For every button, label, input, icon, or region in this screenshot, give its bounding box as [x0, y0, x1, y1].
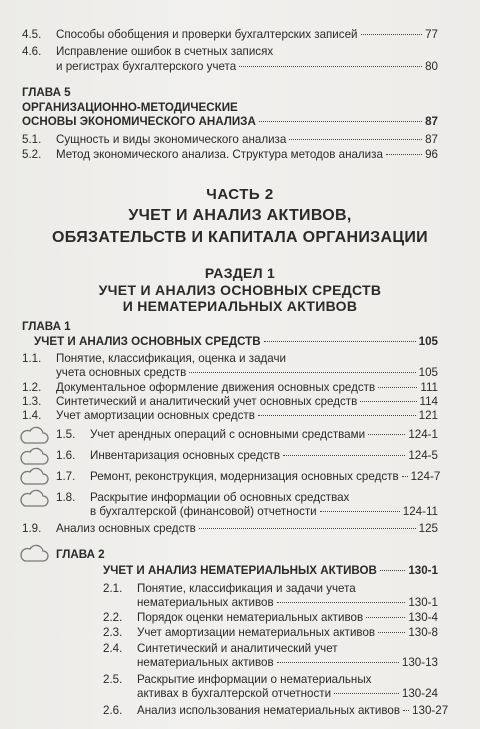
entry-page: 80	[425, 60, 438, 73]
toc-entry[interactable]	[22, 133, 438, 147]
leader-dots	[366, 617, 405, 618]
cloud-icon	[19, 467, 49, 487]
entry-page: 105	[418, 366, 438, 379]
entry-title: Учет амортизации нематериальных активов	[137, 626, 376, 639]
part-title: ОБЯЗАТЕЛЬСТВ И КАПИТАЛА ОРГАНИЗАЦИИ	[52, 229, 428, 246]
entry-title: Учет амортизации основных средств	[56, 409, 255, 422]
leader-dots	[283, 455, 405, 456]
toc-entry[interactable]	[103, 582, 438, 596]
entry-number: 2.6.	[103, 704, 123, 717]
entry-title: Документальное оформление движения основных средств	[56, 381, 376, 394]
entry-title: нематериальных активов	[137, 656, 274, 669]
entry-title: Анализ использования нематериальных активов	[137, 704, 401, 717]
entry-number: 1.6.	[56, 449, 76, 462]
toc-entry[interactable]	[103, 704, 449, 718]
entry-number: 1.1.	[22, 352, 42, 365]
leader-dots	[239, 66, 422, 67]
entry-number: 1.9.	[22, 522, 42, 535]
cloud-icon	[19, 489, 49, 509]
entry-number: 1.3.	[22, 395, 42, 408]
entry-number: 1.8.	[56, 491, 76, 504]
leader-dots	[320, 511, 400, 512]
toc-entry[interactable]	[103, 626, 438, 640]
entry-title: нематериальных активов	[137, 596, 274, 609]
entry-page: 124-11	[402, 505, 438, 518]
entry-page: 130-24	[401, 687, 438, 700]
entry-page: 96	[425, 148, 438, 161]
toc-entry[interactable]	[22, 28, 438, 42]
entry-number: 1.2.	[22, 381, 42, 394]
leader-dots	[378, 387, 417, 388]
cloud-icon	[19, 426, 49, 446]
entry-number: 1.7.	[56, 470, 76, 483]
toc-entry[interactable]	[22, 522, 438, 536]
toc-entry[interactable]	[22, 366, 438, 380]
entry-page: 124-7	[410, 470, 441, 483]
chapter-title[interactable]: ОСНОВЫ ЭКОНОМИЧЕСКОГО АНАЛИЗА 87	[22, 115, 438, 128]
leader-dots	[334, 693, 399, 694]
entry-title: Синтетический и аналитический учет основных средств	[56, 395, 358, 408]
toc-entry[interactable]	[22, 395, 438, 409]
chapter-label: ГЛАВА 1	[22, 320, 71, 333]
leader-dots	[361, 34, 423, 35]
entry-page: 130-8	[408, 626, 438, 639]
part-label: ЧАСТЬ 2	[206, 186, 274, 203]
entry-title: Понятие, классификация и задачи учета	[137, 582, 356, 595]
section-title: УЧЕТ И АНАЛИЗ ОСНОВНЫХ СРЕДСТВ	[98, 282, 382, 298]
entry-title: Исправление ошибок в счетных записях	[56, 45, 274, 58]
leader-dots	[264, 341, 416, 342]
entry-page: 130-4	[408, 611, 438, 624]
toc-entry[interactable]	[103, 611, 438, 625]
entry-page: 87	[425, 133, 438, 146]
entry-page: 105	[418, 335, 438, 348]
leader-dots	[258, 415, 416, 416]
leader-dots	[386, 154, 422, 155]
section-title: И НЕМАТЕРИАЛЬНЫХ АКТИВОВ	[122, 298, 358, 314]
entry-number: 1.5.	[56, 428, 76, 441]
leader-dots	[403, 710, 409, 711]
entry-number: 2.4.	[103, 642, 123, 655]
toc-entry[interactable]	[22, 352, 438, 366]
leader-dots	[199, 528, 416, 529]
entry-page: 121	[418, 409, 438, 422]
chapter-title[interactable]: ОРГАНИЗАЦИОННО-МЕТОДИЧЕСКИЕ	[22, 101, 238, 114]
entry-title: Метод экономического анализа. Структура методов анализа	[56, 148, 383, 161]
entry-title: Ремонт, реконструкция, модернизация основных средств	[90, 470, 399, 483]
entry-title: Способы обобщения и проверки бухгалтерских записей	[56, 28, 358, 41]
leader-dots	[289, 139, 422, 140]
entry-title: активах в бухгалтерской отчетности	[137, 687, 332, 700]
leader-dots	[189, 372, 415, 373]
toc-entry-online[interactable]	[56, 449, 438, 463]
leader-dots	[259, 121, 422, 122]
entry-number: 2.1.	[103, 582, 123, 595]
entry-page: 87	[425, 115, 438, 128]
leader-dots	[378, 632, 405, 633]
chapter-title[interactable]: УЧЕТ И АНАЛИЗ НЕМАТЕРИАЛЬНЫХ АКТИВОВ 130-1	[103, 564, 438, 577]
entry-number: 5.1.	[22, 133, 42, 146]
entry-title: учета основных средств	[56, 366, 187, 379]
entry-page: 124-5	[408, 449, 438, 462]
entry-page: 124-1	[408, 428, 438, 441]
chapter-label: ГЛАВА 5	[22, 86, 71, 99]
entry-number: 4.6.	[22, 45, 42, 58]
entry-title: Понятие, классификация, оценка и задачи	[56, 352, 286, 365]
toc-entry[interactable]	[22, 409, 438, 423]
leader-dots	[380, 570, 405, 571]
entry-number: 2.3.	[103, 626, 123, 639]
entry-page: 130-1	[408, 596, 438, 609]
toc-entry[interactable]	[103, 642, 438, 656]
entry-title: Учет арендных операций с основными средствами	[90, 428, 366, 441]
entry-title: Раскрытие информации об основных средствах	[90, 491, 350, 504]
leader-dots	[360, 401, 416, 402]
entry-number: 5.2.	[22, 148, 42, 161]
leader-dots	[277, 602, 406, 603]
entry-number: 2.5.	[103, 673, 123, 686]
part-title: УЧЕТ И АНАЛИЗ АКТИВОВ,	[128, 207, 352, 224]
toc-entry[interactable]	[22, 45, 438, 59]
entry-title: Раскрытие информации о нематериальных	[137, 673, 372, 686]
entry-page: 130-13	[401, 656, 438, 669]
leader-dots	[277, 662, 399, 663]
entry-title: и регистрах бухгалтерского учета	[56, 60, 237, 73]
entry-page: 111	[420, 381, 438, 394]
leader-dots	[368, 434, 405, 435]
entry-title: Синтетический и аналитический учет	[137, 642, 338, 655]
entry-number: 1.4.	[22, 409, 42, 422]
entry-page: 114	[419, 395, 438, 408]
entry-page: 125	[418, 522, 438, 535]
entry-number: 2.2.	[103, 611, 123, 624]
toc-entry[interactable]	[103, 656, 438, 670]
toc-entry[interactable]	[103, 596, 438, 610]
toc-entry-online[interactable]	[56, 491, 438, 505]
toc-entry-online[interactable]	[56, 470, 441, 484]
toc-entry[interactable]	[22, 381, 438, 395]
entry-title: Инвентаризация основных средств	[90, 449, 281, 462]
toc-entry[interactable]	[103, 687, 438, 701]
entry-title: в бухгалтерской (финансовой) отчетности	[90, 505, 317, 518]
entry-title: Анализ основных средств	[56, 522, 196, 535]
chapter-label: ГЛАВА 2	[56, 548, 105, 561]
toc-entry-online[interactable]	[56, 428, 438, 442]
chapter-title[interactable]: УЧЕТ И АНАЛИЗ ОСНОВНЫХ СРЕДСТВ 105	[34, 335, 438, 348]
entry-page: 130-1	[408, 564, 438, 577]
entry-number: 4.5.	[22, 28, 42, 41]
section-label: РАЗДЕЛ 1	[204, 265, 276, 281]
toc-entry[interactable]	[22, 148, 438, 162]
entry-title: Сущность и виды экономического анализа	[56, 133, 287, 146]
leader-dots	[402, 476, 408, 477]
toc-entry[interactable]	[22, 60, 438, 74]
entry-page: 77	[425, 28, 438, 41]
entry-title: Порядок оценки нематериальных активов	[137, 611, 364, 624]
cloud-icon	[19, 447, 49, 467]
cloud-icon	[19, 544, 49, 564]
toc-entry[interactable]	[103, 673, 438, 687]
toc-entry-online[interactable]	[56, 505, 438, 519]
entry-page: 130-27	[412, 704, 449, 717]
